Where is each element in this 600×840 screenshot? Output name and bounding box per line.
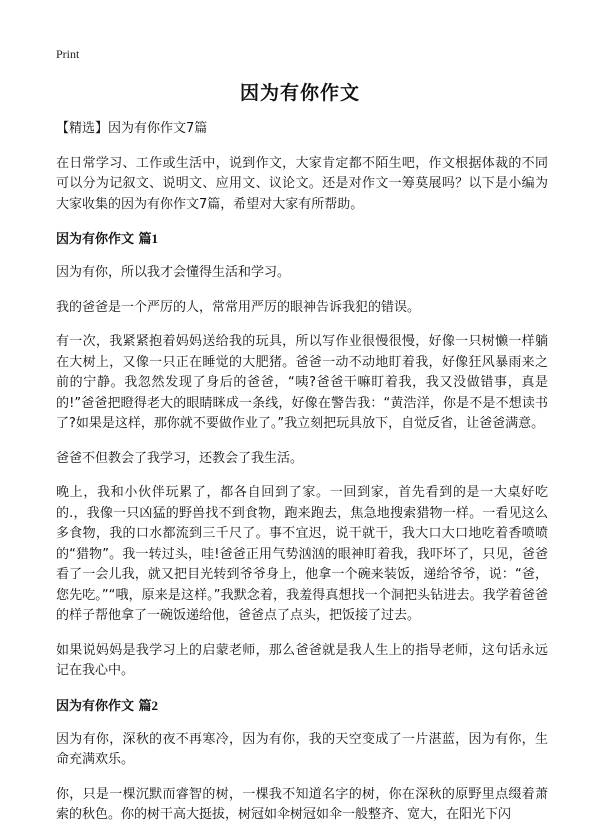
paragraph: 爸爸不但教会了我学习，还教会了我生活。 — [56, 450, 304, 466]
section-heading-number: 1 — [151, 231, 159, 246]
print-label[interactable]: Print — [56, 47, 80, 61]
paragraph: 晚上，我和小伙伴玩累了，都各自回到了家。一回到家，首先看到的是一大桌好吃的.，我像一只凶猛的野兽找不到食物，跑来跑去，焦急地搜索猎物一样。一看见这么多食物，我的口水都流到三千尺了。事不宜迟，说干就干，我大口大口地吃着香喷喷的“猎物”。我一转过头，哇!爸爸正用气势汹汹的眼神盯着我，我吓坏了，只见，爸爸看了一会儿我，就又把目光转到爷爷身上，他拿一个碗来装饭，递给爷爷，说：“爸，您先吃。”“哦，原来是这样。”我默念着，我羞得真想找一个洞把头钻进去。我学着爸爸的样子帮他拿了一碗饭递给他，爸爸点了点头，把饭接了过去。 — [56, 485, 548, 623]
section-heading-text: 因为有你作文 篇 — [56, 232, 152, 247]
document-body — [56, 119, 548, 840]
section-heading-2 — [56, 696, 548, 717]
page-title: 因为有你作文 — [239, 82, 360, 104]
section-heading-text: 因为有你作文 篇 — [56, 698, 152, 714]
paragraph: 因为有你，深秋的夜不再寒冷，因为有你，我的天空变成了一片湛蓝，因为有你，生命充满欢乐。 — [56, 731, 548, 767]
intro-line: 【精选】因为有你作文7篇 — [56, 121, 208, 136]
section-heading-number: 2 — [151, 697, 159, 713]
paragraph: 你，只是一棵沉默而睿智的树，一棵我不知道名字的树，你在深秋的原野里点缀着萧索的秋色。你的树干高大挺拔，树冠如伞树冠如伞一般整齐、宽大，在阳光下闪 — [56, 786, 548, 822]
paragraph: 如果说妈妈是我学习上的启蒙老师，那么爸爸就是我人生上的指导老师，这句话永远记在我心中。 — [56, 642, 548, 678]
paragraph: 有一次，我紧紧抱着妈妈送给我的玩具，所以写作业很慢很慢，好像一只树懒一样躺在大树上，又像一只正在睡觉的大肥猪。爸爸一动不动地盯着我，好像狂风暴雨来之前的宁静。我忽然发现了身后的爸爸，“咦?爸爸干嘛盯着我，我又没做错事，真是的!”爸爸把瞪得老大的眼睛眯成一条线，好像在警告我：“黄浩洋，你是不是不想读书了?如果是这样，那你就不要做作业了。”我立刻把玩具放下，自觉反省，让爸爸满意。 — [56, 334, 548, 431]
intro-paragraph: 在日常学习、工作或生活中，说到作文，大家肯定都不陌生吧，作文根据体裁的不同可以分为记叙文、说明文、应用文、议论文。还是对作文一筹莫展吗？以下是小编为大家收集的因为有你作文7篇，希望对大家有所帮助。 — [56, 155, 548, 212]
paragraph: 因为有你，所以我才会懂得生活和学习。 — [56, 265, 291, 280]
section-heading-1 — [56, 229, 548, 250]
paragraph: 我的爸爸是一个严厉的人，常常用严厉的眼神告诉我犯的错误。 — [56, 299, 421, 315]
